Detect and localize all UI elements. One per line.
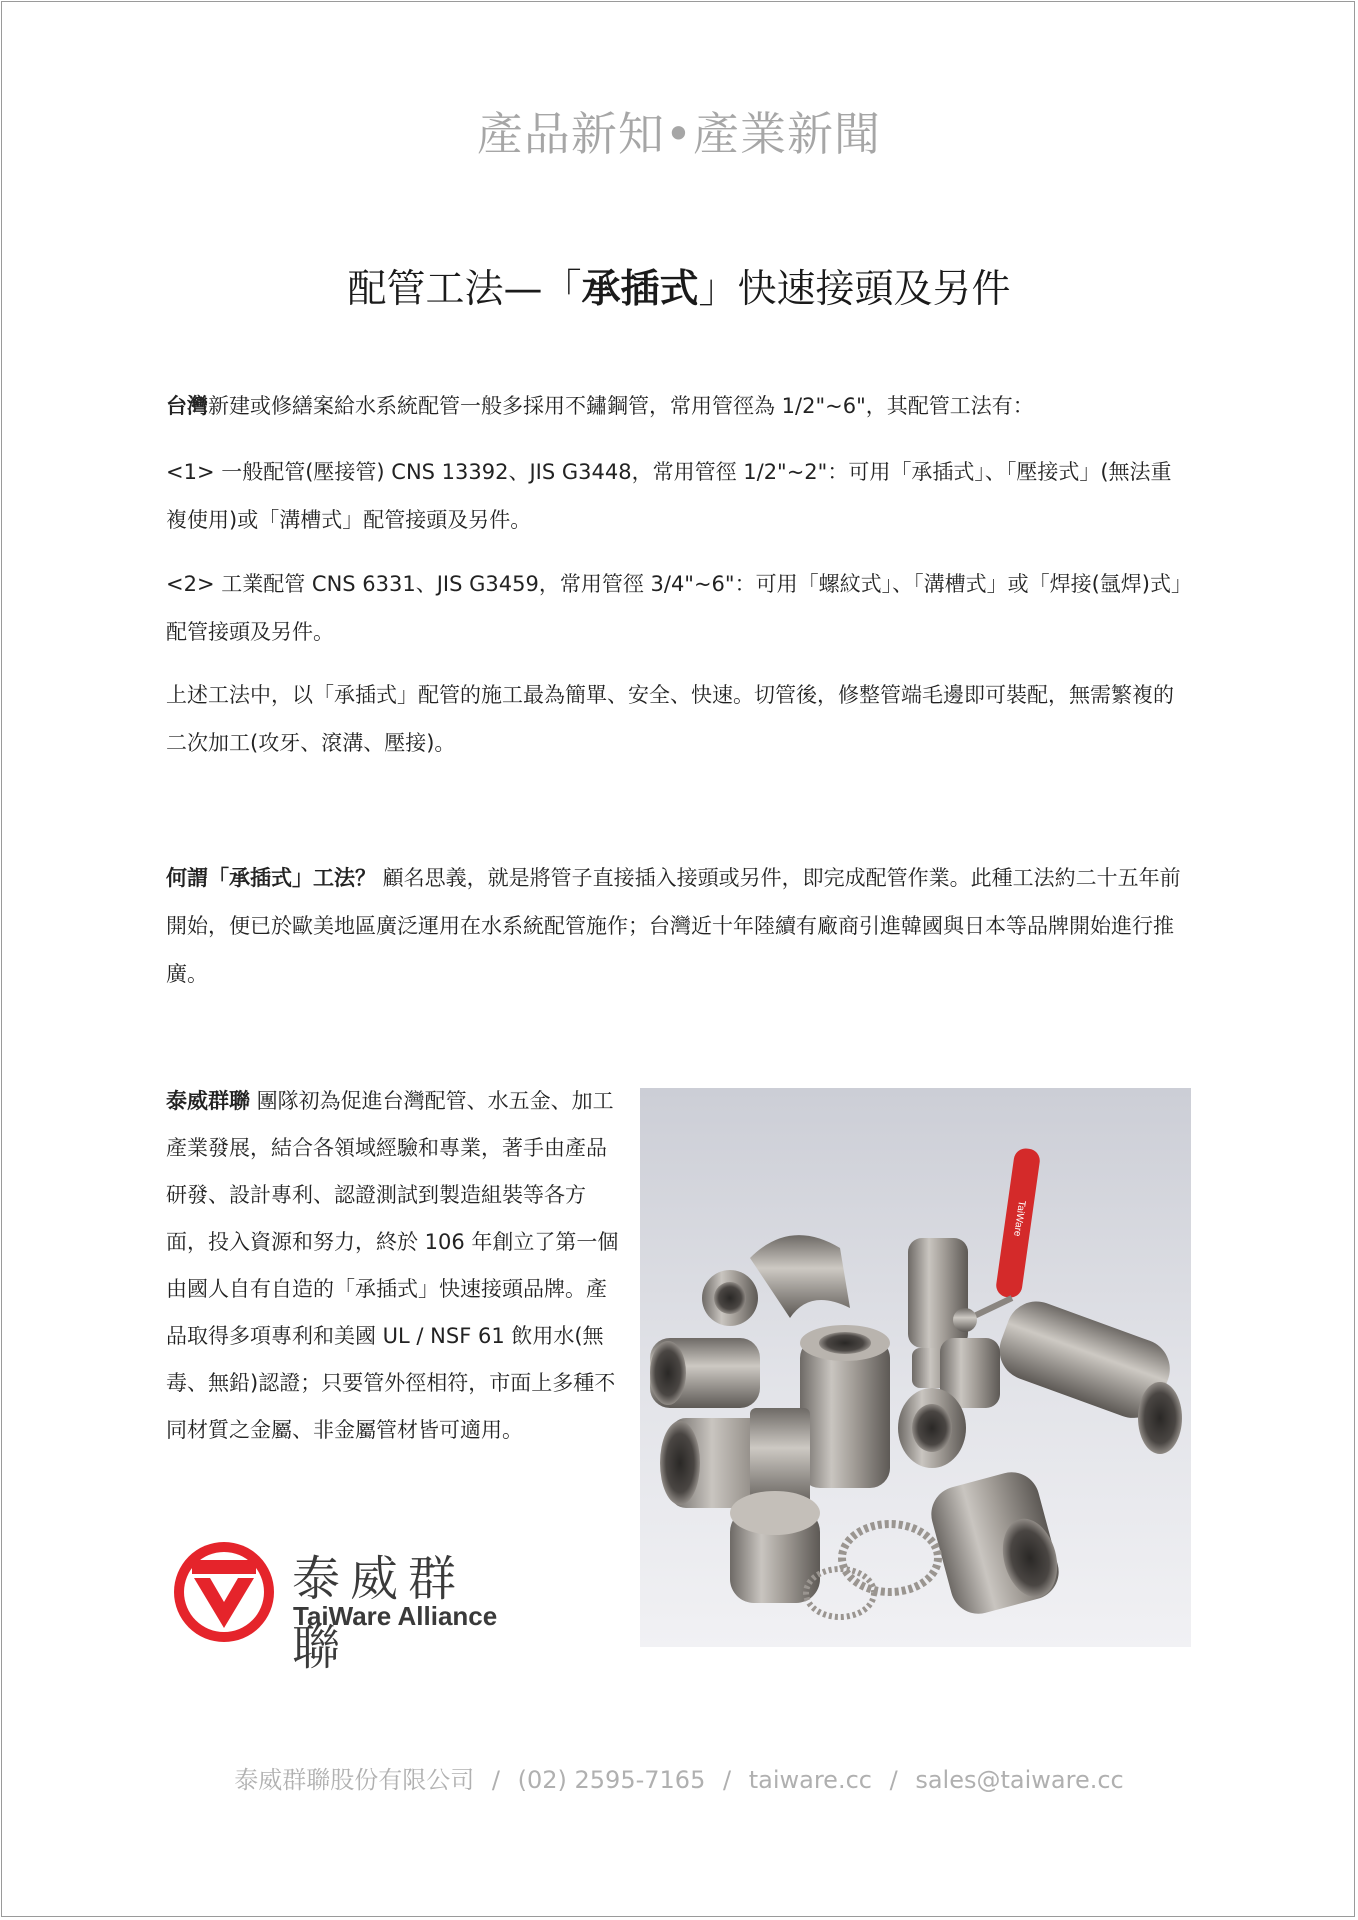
footer-company: 泰威群聯股份有限公司 [234,1766,475,1794]
title-prefix: 配管工法—「 [347,267,582,312]
valve-body [908,1238,968,1348]
footer-separator: / [722,1766,732,1794]
footer-contact [0,1760,1358,1795]
company-logo [172,1540,512,1676]
retaining-ring [842,1524,938,1592]
intro-paragraph [166,382,1192,430]
logo-chinese-name: 泰威群聯 [292,1551,467,1676]
company-bold: 泰威群聯 [166,1089,250,1113]
definition-bold: 何謂「承插式」工法？ [166,866,376,890]
footer-separator: / [491,1766,500,1794]
svg-text:TaiWare: TaiWare [1011,1199,1028,1238]
summary-paragraph: 上述工法中，以「承插式」配管的施工最為簡單、安全、快速。切管後，修整管端毛邊即可裝配，無需繁複的二次加工(攻牙、滾溝、壓接)。 [166,683,1174,755]
fittings-illustration [640,1088,1191,1647]
page-title [0,258,1358,314]
footer-separator: / [889,1766,898,1794]
footer-phone: (02) 2595-7165 [517,1766,706,1794]
company-paragraph [166,1078,626,1454]
footer-website-link[interactable]: taiware.cc [748,1766,872,1794]
item-industrial-piping: <2> 工業配管 CNS 6331、JIS G3459，常用管徑 3/4"~6"：可用「螺紋式」、「溝槽式」或「焊接(氬焊)式」配管接頭及另件。 [166,572,1192,644]
definition-text: 顧名思義，就是將管子直接插入接頭或另件，即完成配管作業。此種工法約二十五年前開始，便已於歐美地區廣泛運用在水系統配管施作；台灣近十年陸續有廠商引進韓國與日本等品牌開始進行推廣。 [166,866,1181,986]
product-photo [640,1088,1191,1647]
logo-english-name: TaiWare Alliance [293,1601,498,1631]
title-suffix: 」快速接頭及另件 [698,267,1011,312]
intro-bold: 台灣 [166,394,208,418]
intro-text: 新建或修繕案給水系統配管一般多採用不鏽鋼管，常用管徑為 1/2"~6"，其配管工法有： [208,394,1034,418]
company-text: 團隊初為促進台灣配管、水五金、加工產業發展，結合各領域經驗和專業，著手由產品研發、設計專利、認證測試到製造組裝等各方面，投入資源和努力，終於 106 年創立了第一個由國人自有自造的「承插式」快速接頭品牌。產品取得多項專利和美國 UL / NSF 61 飲用水(無毒、無鉛)認證；只要管外徑相符，市面上多種不同材質之金屬、非金屬管材皆可適用。 [166,1089,619,1442]
definition-paragraph [166,854,1192,998]
footer-email-link[interactable]: sales@taiware.cc [915,1766,1124,1794]
section-header: 產品新知•產業新聞 [476,107,882,161]
taiware-logo-icon [172,1540,276,1644]
item-general-piping: <1> 一般配管(壓接管) CNS 13392、JIS G3448，常用管徑 1/2"~2"：可用「承插式」、「壓接式」(無法重複使用)或「溝槽式」配管接頭及另件。 [166,460,1172,532]
title-bold: 承插式 [581,267,699,312]
